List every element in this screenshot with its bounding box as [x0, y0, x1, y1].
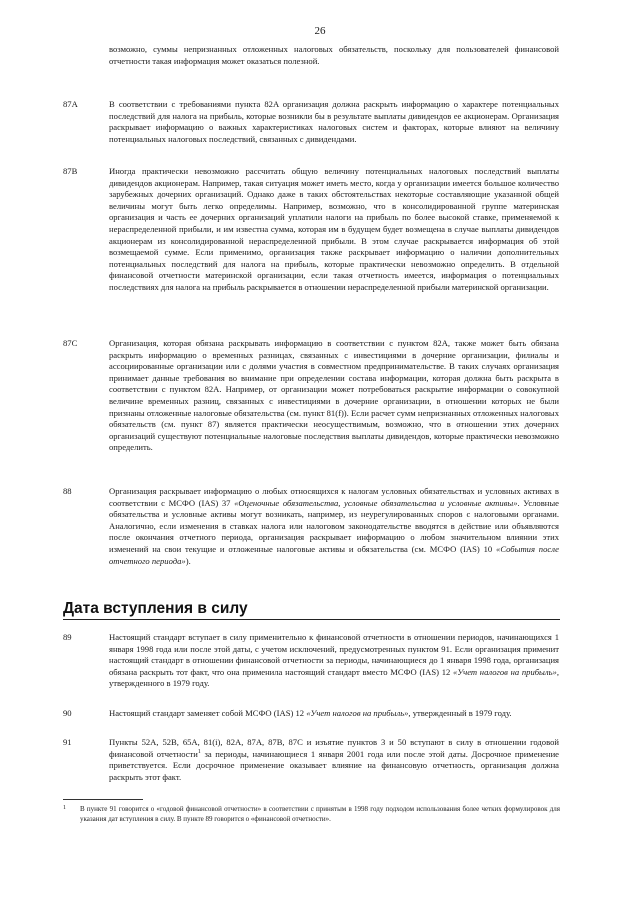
text-segment: Организация раскрывает информацию о любых относящихся к налогам условных обязательствах и условных активах в соответствии с МСФО (IAS) 37	[109, 486, 559, 508]
paragraph-text	[109, 486, 559, 567]
footnote-reference: 1	[197, 748, 201, 755]
paragraph-number: 89	[63, 632, 72, 642]
paragraph-number: 87B	[63, 166, 78, 176]
paragraph-text	[109, 632, 559, 690]
paragraph-text: В соответствии с требованиями пункта 82A организация должна раскрыть информацию о характере потенциальных последствий для налога на прибыль, которые возникли бы в результате выплаты дивидендов ее акционерам. Организация раскрывает информацию о важных характеристиках налоговых систем и факторах, которые влияют на величину потенциальных налоговых последствий, связанных с дивидендами.	[109, 99, 559, 144]
footnote	[63, 805, 560, 824]
italic-reference: «События после отчетного периода»	[109, 543, 559, 566]
text-segment: , утвержденного в 1979 году.	[109, 666, 559, 689]
paragraph-number: 87C	[63, 338, 78, 348]
intro-text: возможно, суммы непризнанных отложенных налоговых обязательств, поскольку для пользователей финансовой отчетности такая информация может оказаться полезной.	[109, 44, 559, 66]
italic-reference: «Учет налогов на прибыль»	[453, 666, 557, 677]
text-segment: Пункты 52A, 52B, 65A, 81(i), 82A, 87A, 87B, 87C и изъятие пунктов 3 и 50 вступают в силу в отношении годовой финансовой отчетности	[109, 737, 559, 759]
paragraph-number: 87A	[63, 99, 78, 109]
paragraph-number: 91	[63, 737, 72, 747]
footnote-mark: 1	[63, 805, 66, 811]
section-heading: Дата вступления в силу	[63, 600, 560, 620]
text-segment: ).	[185, 555, 191, 566]
intro-paragraph	[63, 44, 559, 67]
text-segment: , утвержденный в 1979 году.	[408, 708, 512, 718]
paragraph-89	[63, 632, 559, 690]
paragraph-87b	[63, 166, 559, 294]
text-segment: Настоящий стандарт вступает в силу применительно к финансовой отчетности в отношении периодов, начинающихся 1 января 1998 года или после этой даты, с учетом исключений, предусмотренных пунктом 91. Если организация применит настоящий стандарт в отношении финансовой отчетности за периоды, начинающиеся до 1 января 1998 года, организация обязана раскрыть тот факт, что она применила настоящий стандарт вместо МСФО (IAS) 12	[109, 632, 559, 677]
paragraph-91	[63, 737, 559, 783]
footnote-divider	[63, 799, 143, 800]
paragraph-number: 90	[63, 708, 72, 718]
italic-reference: «Учет налогов на прибыль»	[306, 708, 409, 718]
paragraph-87a	[63, 99, 559, 145]
text-segment: Настоящий стандарт заменяет собой МСФО (IAS) 12	[109, 708, 307, 718]
italic-reference: «Оценочные обязательства, условные обязательства и условные активы»	[234, 497, 518, 508]
paragraph-88	[63, 486, 559, 567]
paragraph-text	[109, 708, 559, 720]
page-number: 26	[314, 25, 326, 37]
paragraph-90	[63, 708, 559, 720]
paragraph-87c	[63, 338, 559, 454]
paragraph-text	[109, 737, 559, 783]
text-segment: . Условные обязательства и условные активы могут возникать, например, из неурегулированных споров с налоговыми органами. Аналогично, если изменения в ставках налога или налоговом законодательстве вводятся в действие или объявляются после окончания отчетного периода, организация раскрывает информацию о любом значительном влиянии этих изменений на свои текущие и отложенные налоговые активы и обязательства (см. МСФО (IAS) 10	[109, 497, 559, 554]
paragraph-text: Организация, которая обязана раскрывать информацию в соответствии с пунктом 82A, также может быть обязана раскрыть информацию о временных разницах, связанных с инвестициями в дочерние организации, филиалы и ассоциированные организации или с долями участия в совместном предпринимательстве. В таких случаях организация принимает данные требования во внимание при определении состава информации, которая должна быть раскрыта в соответствии с пунктом 82A. Например, от организации может потребоваться раскрытие информации о совокупной величине временных разниц, связанных с инвестициями в дочерние организации, в отношении которых не были признаны отложенные налоговые обязательства (см. пункт 81(f)). Если расчет сумм непризнанных отложенных налоговых обязательств (см. пункт 87) является практически неосуществимым, возможно, что в отношении этих дочерних организаций существуют потенциальные налоговые последствия выплаты дивидендов, которые практически невозможно определить.	[109, 338, 559, 453]
text-segment: за периоды, начинающиеся 1 января 2001 года или после этой даты. Досрочное применение приветствуется. Если досрочное применение оказывает влияние на финансовую отчетность, организация должна раскрыть этот факт.	[109, 748, 559, 782]
paragraph-text: Иногда практически невозможно рассчитать общую величину потенциальных налоговых последствий выплаты дивидендов акционерам. Например, такая ситуация может иметь место, когда у организации имеется большое количество зарубежных дочерних организаций. Однако даже в таких обстоятельствах некоторые составляющие указанной общей величины могут быть легко определимы. Например, возможно, что в консолидированной группе материнская организация и часть ее дочерних организаций уплатили налоги на прибыль по более высокой ставке, применяемой к нераспределенной прибыли, и им известна сумма, которая им в будущем будет возмещена в случае выплаты дивидендов акционерам из консолидированной нераспределенной прибыли. В этом случае раскрывается информация об этой возмещаемой сумме. Если применимо, организация также раскрывает информацию о наличии дополнительных потенциальных последствий для налога на прибыль, которые практически невозможно определить. В отдельной финансовой отчетности материнской организации, если такая отчетность имеется, информация о потенциальных последствиях для налога на прибыль раскрывается в отношении нераспределенной прибыли материнской организации.	[109, 166, 559, 292]
footnote-text: В пункте 91 говорится о «годовой финансовой отчетности» в соответствии с принятым в 1998 году подходом использования более четких формулировок для указания дат вступления в силу. В пункте 89 говорится о «финансовой отчетности».	[80, 805, 560, 823]
paragraph-number: 88	[63, 486, 72, 496]
